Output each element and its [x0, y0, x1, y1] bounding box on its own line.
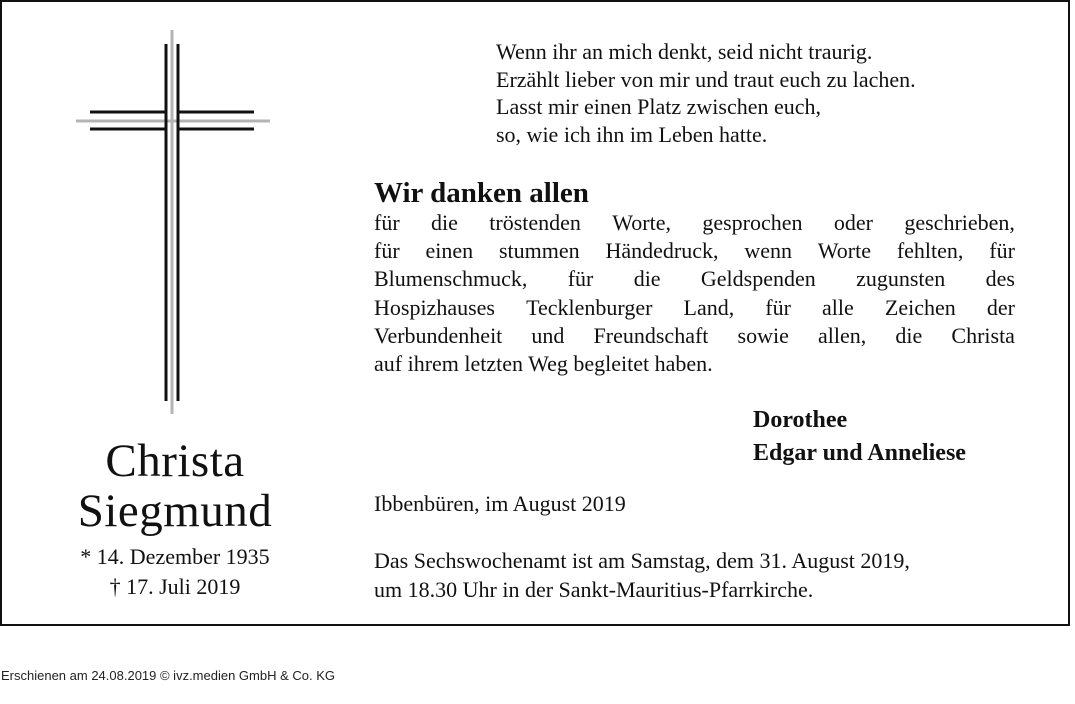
thanks-text — [374, 209, 1015, 378]
thanks-line: für einen stummen Händedruck, wenn Worte fehlten, für — [374, 238, 1015, 264]
poem-line: Wenn ihr an mich denkt, seid nicht traurig. — [496, 39, 873, 64]
thanks-line: für die tröstenden Worte, gesprochen oder geschrieben, — [374, 210, 1015, 235]
birth-date: * 14. Dezember 1935 — [80, 544, 270, 569]
signer-name: Edgar und Anneliese — [753, 440, 966, 466]
place-date: Ibbenbüren, im August 2019 — [374, 491, 626, 516]
thanks-line: Blumenschmuck, für die Geldspenden zugunsten des — [374, 266, 1015, 292]
poem-line: so, wie ich ihn im Leben hatte. — [496, 121, 768, 147]
deceased-last-name: Siegmund — [77, 485, 273, 537]
deceased-first-name: Christa — [105, 435, 245, 487]
signers — [753, 404, 1053, 470]
mass-line: Das Sechswochenamt ist am Samstag, dem 31. August 2019, — [374, 548, 910, 573]
poem — [496, 38, 1036, 148]
poem-line: Erzählt lieber von mir und traut euch zu lachen. — [496, 66, 916, 92]
thanks-line: Verbundenheit und Freundschaft sowie allen, die Christa — [374, 322, 1015, 348]
signer-name: Dorothee — [753, 407, 848, 433]
publication-footer: Erschienen am 24.08.2019 © ivz.medien GmbH & Co. KG — [1, 668, 336, 683]
poem-line: Lasst mir einen Platz zwischen euch, — [496, 94, 822, 119]
thanks-heading: Wir danken allen — [374, 177, 589, 209]
death-date: † 17. Juli 2019 — [109, 574, 241, 599]
mass-announcement — [374, 546, 1034, 604]
thanks-line: auf ihrem letzten Weg begleitet haben. — [374, 350, 713, 376]
thanks-line: Hospizhauses Tecklenburger Land, für alle Zeichen der — [374, 294, 1015, 320]
cross-icon — [76, 30, 270, 414]
mass-line: um 18.30 Uhr in der Sankt-Mauritius-Pfarrkirche. — [374, 577, 814, 602]
